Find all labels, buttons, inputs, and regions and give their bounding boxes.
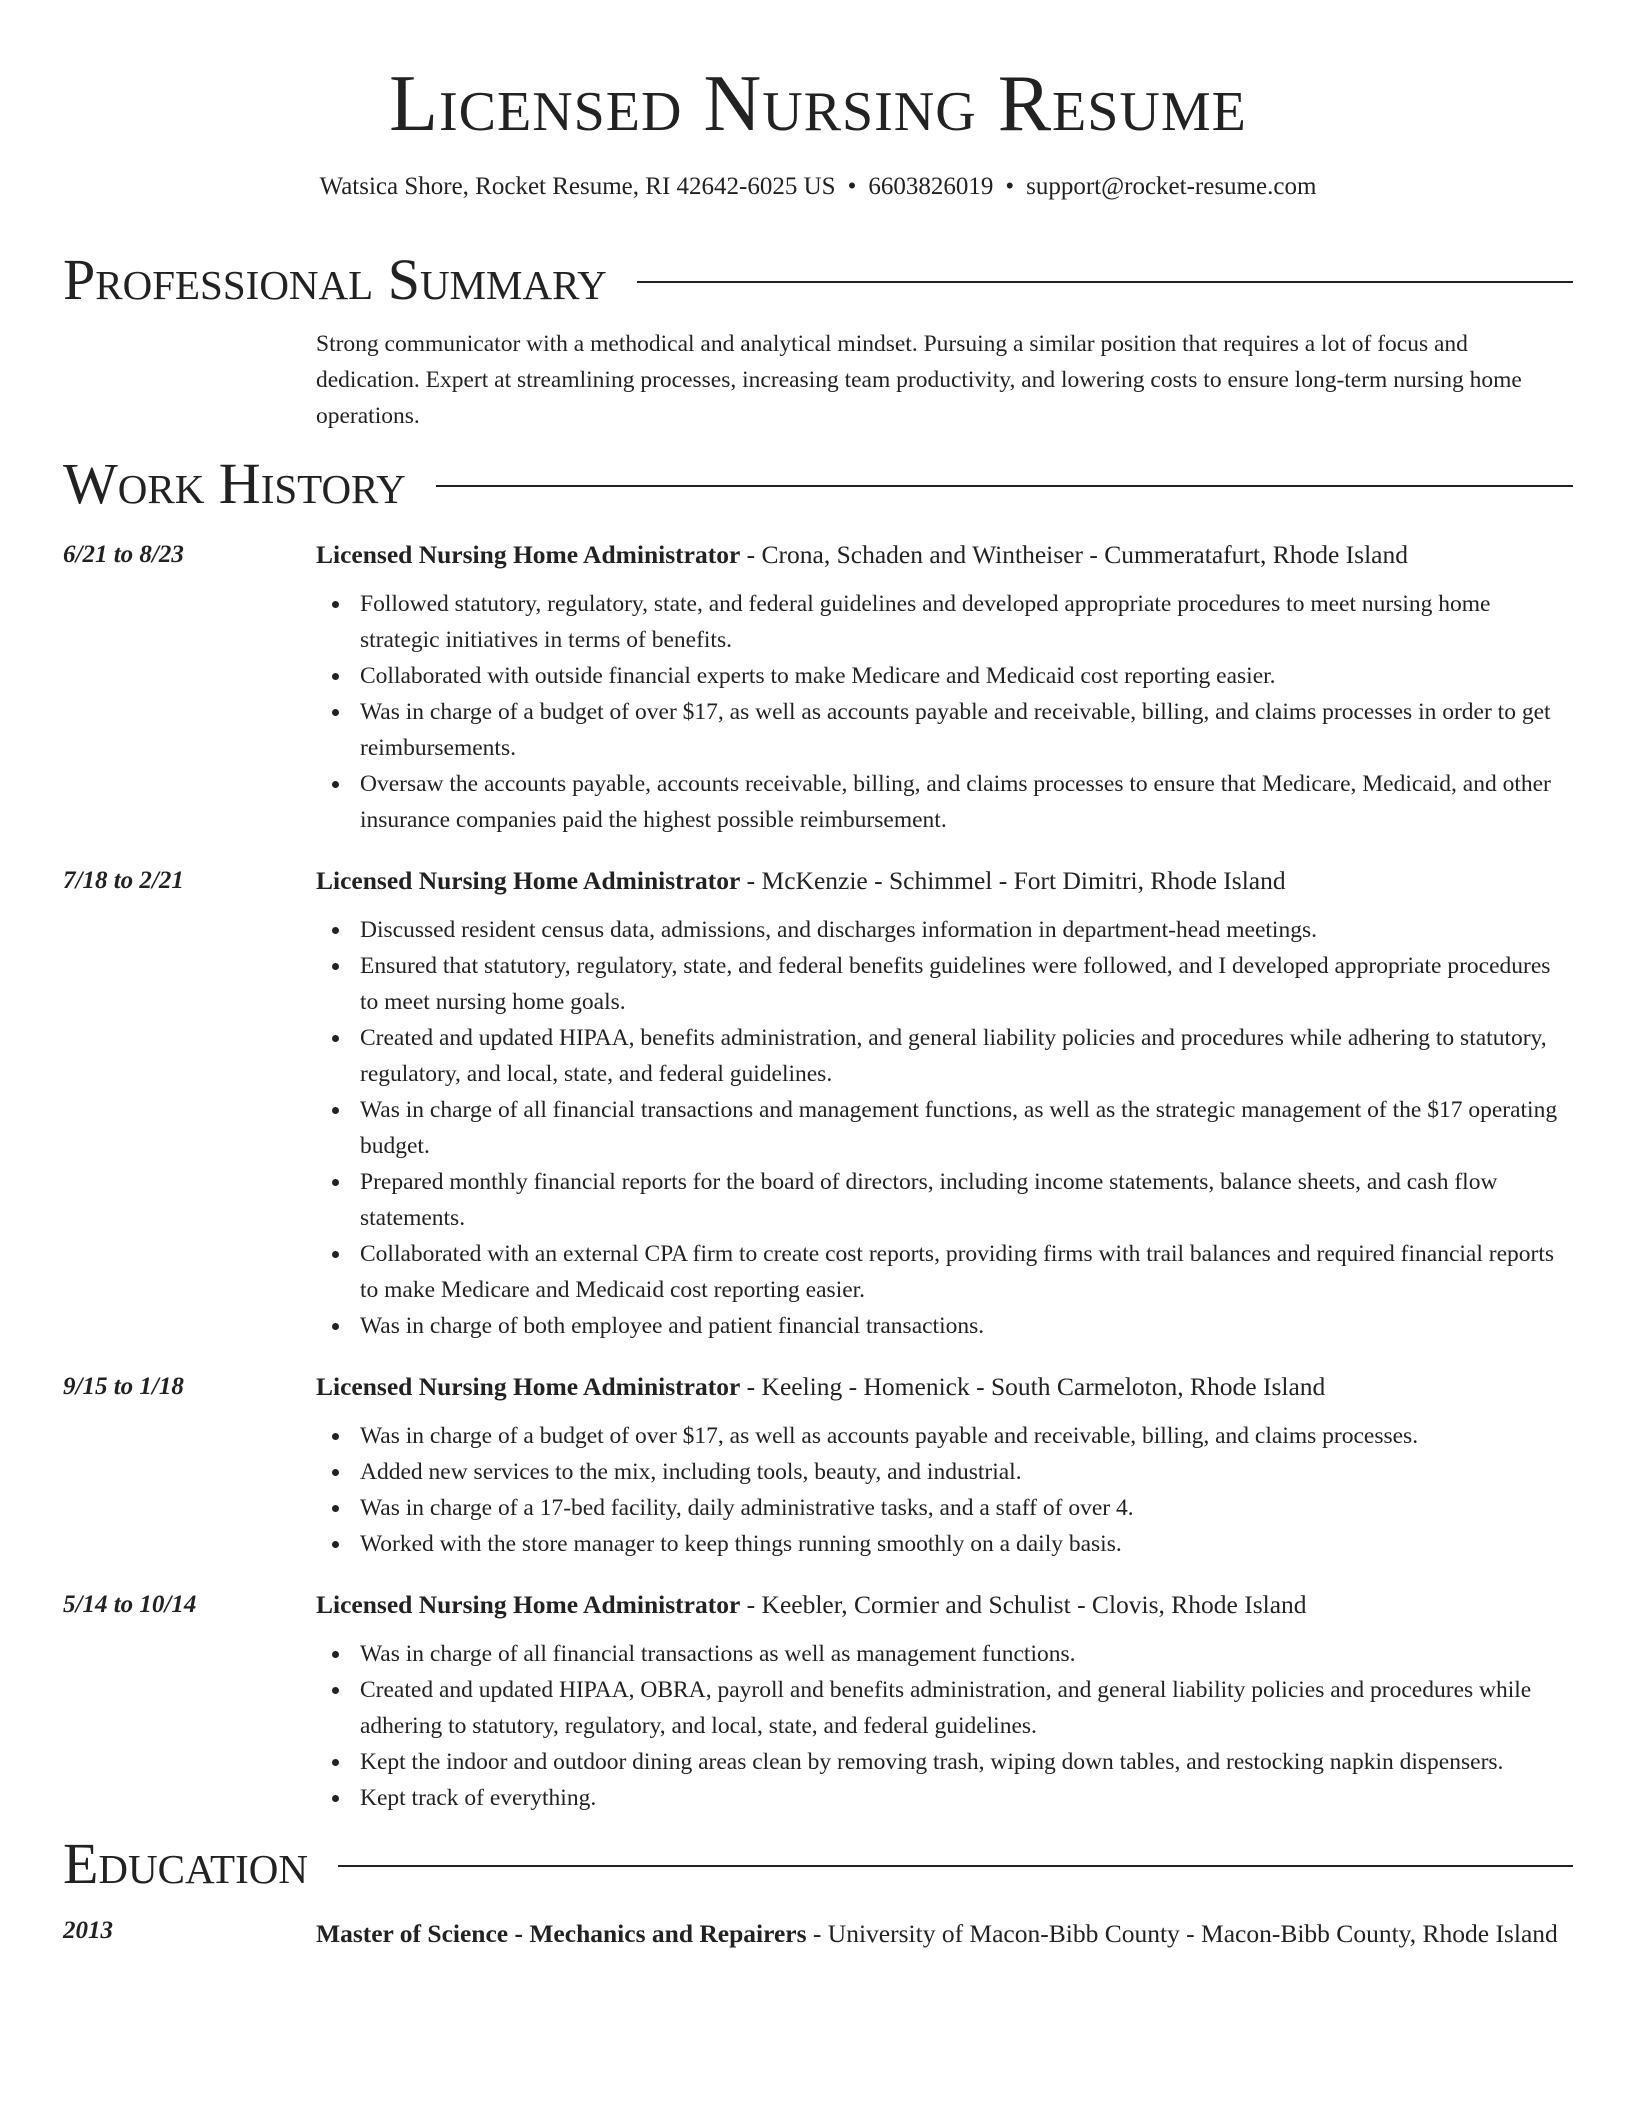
job-body <box>316 538 1573 838</box>
section-divider <box>436 485 1573 487</box>
job-title: Licensed Nursing Home Administrator <box>316 1590 741 1619</box>
job-entry <box>63 864 1573 1344</box>
job-duties-list <box>316 586 1573 838</box>
job-title: Licensed Nursing Home Administrator <box>316 1372 741 1401</box>
job-entry <box>63 1370 1573 1562</box>
education-school-location: - University of Macon-Bibb County - Macon-Bibb County, Rhode Island <box>806 1919 1558 1948</box>
job-duties-list <box>316 1636 1573 1816</box>
job-dates: 5/14 to 10/14 <box>63 1591 197 1618</box>
summary-section-header <box>63 248 1573 312</box>
education-heading: Education <box>63 1831 308 1896</box>
job-duty-item: Ensured that statutory, regulatory, state, and federal benefits guidelines were followed, and I developed appropriate procedures to meet nursing home goals. <box>360 948 1573 1020</box>
job-employer-location: - Keeling - Homenick - South Carmeloton, Rhode Island <box>740 1372 1326 1401</box>
job-duty-item: Created and updated HIPAA, OBRA, payroll and benefits administration, and general liability policies and procedures while adhering to statutory, regulatory, and local, state, and federal guidelines. <box>360 1672 1573 1744</box>
contact-line <box>63 172 1573 202</box>
work-history-list <box>63 538 1573 1816</box>
job-duty-item: Added new services to the mix, including tools, beauty, and industrial. <box>360 1454 1573 1490</box>
job-entry <box>63 538 1573 838</box>
job-heading-line <box>316 538 1573 572</box>
job-heading-line <box>316 1588 1573 1622</box>
contact-separator: • <box>1005 173 1015 200</box>
job-duty-item: Worked with the store manager to keep things running smoothly on a daily basis. <box>360 1526 1573 1562</box>
education-body <box>316 1914 1573 1953</box>
job-duty-item: Collaborated with an external CPA firm to create cost reports, providing firms with trail balances and required financial reports to make Medicare and Medicaid cost reporting easier. <box>360 1236 1573 1308</box>
education-entry <box>63 1914 1573 1953</box>
contact-phone: 6603826019 <box>868 173 994 200</box>
contact-address: Watsica Shore, Rocket Resume, RI 42642-6025 US <box>319 173 836 200</box>
job-duty-item: Was in charge of a budget of over $17, as well as accounts payable and receivable, billing, and claims processes. <box>360 1418 1573 1454</box>
job-duty-item: Was in charge of a 17-bed facility, daily administrative tasks, and a staff of over 4. <box>360 1490 1573 1526</box>
job-duty-item: Oversaw the accounts payable, accounts receivable, billing, and claims processes to ensure that Medicare, Medicaid, and other insurance companies paid the highest possible reimbursement. <box>360 766 1573 838</box>
job-duty-item: Followed statutory, regulatory, state, and federal guidelines and developed appropriate procedures to meet nursing home strategic initiatives in terms of benefits. <box>360 586 1573 658</box>
work-section-header <box>63 452 1573 516</box>
contact-separator: • <box>847 173 857 200</box>
job-entry <box>63 1588 1573 1816</box>
job-duty-item: Was in charge of all financial transactions and management functions, as well as the strategic management of the $17 operating budget. <box>360 1092 1573 1164</box>
education-year: 2013 <box>63 1917 113 1944</box>
work-heading: Work History <box>63 451 406 516</box>
resume-title: Licensed Nursing Resume <box>389 60 1247 148</box>
job-dates: 6/21 to 8/23 <box>63 541 184 568</box>
section-divider <box>338 1865 1573 1867</box>
contact-email: support@rocket-resume.com <box>1026 173 1317 200</box>
job-heading-line <box>316 864 1573 898</box>
job-duty-item: Was in charge of both employee and patient financial transactions. <box>360 1308 1573 1344</box>
job-duty-item: Was in charge of all financial transactions as well as management functions. <box>360 1636 1573 1672</box>
job-duty-item: Collaborated with outside financial experts to make Medicare and Medicaid cost reporting easier. <box>360 658 1573 694</box>
job-employer-location: - Keebler, Cormier and Schulist - Clovis, Rhode Island <box>740 1590 1307 1619</box>
job-duty-item: Kept the indoor and outdoor dining areas clean by removing trash, wiping down tables, and restocking napkin dispensers. <box>360 1744 1573 1780</box>
job-duties-list <box>316 1418 1573 1562</box>
job-duties-list <box>316 912 1573 1344</box>
job-dates: 7/18 to 2/21 <box>63 867 184 894</box>
job-employer-location: - McKenzie - Schimmel - Fort Dimitri, Rhode Island <box>740 866 1286 895</box>
job-title: Licensed Nursing Home Administrator <box>316 540 741 569</box>
job-duty-item: Kept track of everything. <box>360 1780 1573 1816</box>
job-duty-item: Discussed resident census data, admissions, and discharges information in department-head meetings. <box>360 912 1573 948</box>
job-duty-item: Prepared monthly financial reports for the board of directors, including income statements, balance sheets, and cash flow statements. <box>360 1164 1573 1236</box>
summary-heading: Professional Summary <box>63 247 607 312</box>
job-dates: 9/15 to 1/18 <box>63 1373 184 1400</box>
job-duty-item: Created and updated HIPAA, benefits administration, and general liability policies and procedures while adhering to statutory, regulatory, and local, state, and federal guidelines. <box>360 1020 1573 1092</box>
education-list <box>63 1914 1573 1953</box>
job-body <box>316 1370 1573 1562</box>
job-duty-item: Was in charge of a budget of over $17, as well as accounts payable and receivable, billing, and claims processes in order to get reimbursements. <box>360 694 1573 766</box>
job-body <box>316 1588 1573 1816</box>
job-heading-line <box>316 1370 1573 1404</box>
education-section-header <box>63 1832 1573 1896</box>
job-title: Licensed Nursing Home Administrator <box>316 866 741 895</box>
job-employer-location: - Crona, Schaden and Wintheiser - Cummeratafurt, Rhode Island <box>740 540 1408 569</box>
education-degree: Master of Science - Mechanics and Repairers <box>316 1919 807 1948</box>
section-divider <box>637 281 1573 283</box>
summary-text: Strong communicator with a methodical and analytical mindset. Pursuing a similar position that requires a lot of focus and dedication. Expert at streamlining processes, increasing team productivity, and lowering costs to ensure long-term nursing home operations. <box>316 331 1522 429</box>
job-body <box>316 864 1573 1344</box>
